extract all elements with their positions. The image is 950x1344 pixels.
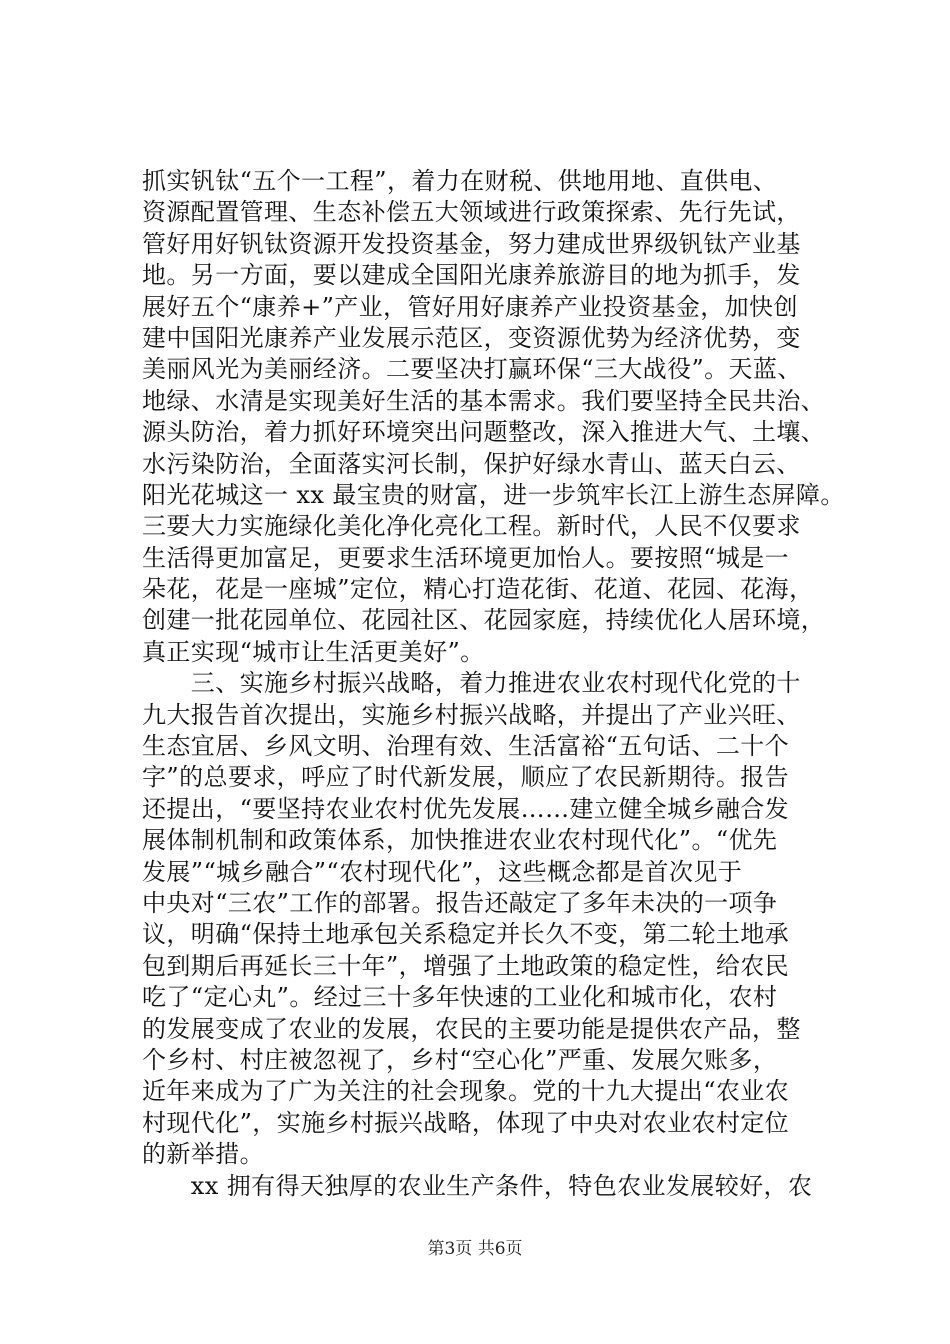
text-line: 展体制机制和政策体系，加快推进农业农村现代化”。“优先 xyxy=(142,826,778,855)
text-line: 朵花，花是一座城”定位，精心打造花街、花道、花园、花海， xyxy=(142,575,814,604)
text-line: 创建一批花园单位、花园社区、花园家庭，持续优化人居环境， xyxy=(142,606,826,635)
text-line: 源头防治，着力抓好环境突出问题整改，深入推进大气、土壤、 xyxy=(142,418,826,447)
text-line: 个乡村、村庄被忽视了，乡村“空心化”严重、发展欠账多， xyxy=(142,1045,778,1074)
text-line: 展好五个“康养+”产业，管好用好康养产业投资基金，加快创 xyxy=(142,292,798,321)
page-footer: 第3页 共6页 xyxy=(427,1239,523,1259)
text-line: xx 拥有得天独厚的农业生产条件，特色农业发展较好，农 xyxy=(142,1171,813,1200)
text-line: 九大报告首次提出，实施乡村振兴战略，并提出了产业兴旺、 xyxy=(142,700,801,729)
body-text xyxy=(142,166,845,1202)
text-line: 议，明确“保持土地承包关系稳定并长久不变，第二轮土地承 xyxy=(142,920,790,949)
text-line: 真正实现“城市让生活更美好”。 xyxy=(142,637,485,666)
text-line: 地。另一方面，要以建成全国阳光康养旅游目的地为抓手，发 xyxy=(142,261,801,290)
text-line: 包到期后再延长三十年”，增强了土地政策的稳定性，给农民 xyxy=(142,951,790,980)
text-line: 生活得更加富足，更要求生活环境更加怡人。要按照“城是一 xyxy=(142,543,790,572)
text-line: 管好用好钒钛资源开发投资基金，努力建成世界级钒钛产业基 xyxy=(142,229,801,258)
text-line: 发展”“城乡融合”“农村现代化”，这些概念都是首次见于 xyxy=(142,857,743,886)
text-line: 生态宜居、乡风文明、治理有效、生活富裕“五句话、二十个 xyxy=(142,732,790,761)
text-line: 吃了“定心丸”。经过三十多年快速的工业化和城市化，农村 xyxy=(142,983,778,1012)
text-line: 美丽风光为美丽经济。二要坚决打赢环保“三大战役”。天蓝、 xyxy=(142,355,802,384)
text-line: 抓实钒钛“五个一工程”，着力在财税、供地用地、直供电、 xyxy=(142,167,778,195)
text-line: 近年来成为了广为关注的社会现象。党的十九大提出“农业农 xyxy=(142,1077,790,1106)
text-line: 三、实施乡村振兴战略，着力推进农业农村现代化党的十 xyxy=(142,669,801,698)
text-line: 的发展变成了农业的发展，农民的主要功能是提供农产品，整 xyxy=(142,1014,801,1043)
text-line: 中央对“三农”工作的部署。报告还敲定了多年未决的一项争 xyxy=(142,888,778,917)
text-line: 水污染防治，全面落实河长制，保护好绿水青山、蓝天白云、 xyxy=(142,449,801,478)
text-line: 还提出，“要坚持农业农村优先发展……建立健全城乡融合发 xyxy=(142,794,790,823)
text-line: 村现代化”，实施乡村振兴战略，体现了中央对农业农村定位 xyxy=(142,1108,790,1137)
text-line: 三要大力实施绿化美化净化亮化工程。新时代，人民不仅要求 xyxy=(142,512,801,541)
text-line: 资源配置管理、生态补偿五大领域进行政策探索、先行先试， xyxy=(142,198,801,227)
text-line: 地绿、水清是实现美好生活的基本需求。我们要坚持全民共治、 xyxy=(142,386,826,415)
text-line: 建中国阳光康养产业发展示范区，变资源优势为经济优势，变 xyxy=(142,323,801,352)
text-line: 字”的总要求，呼应了时代新发展，顺应了农民新期待。报告 xyxy=(142,763,790,792)
text-line: 阳光花城这一 xx 最宝贵的财富，进一步筑牢长江上游生态屏障。 xyxy=(142,480,845,509)
text-line: 的新举措。 xyxy=(142,1140,264,1169)
